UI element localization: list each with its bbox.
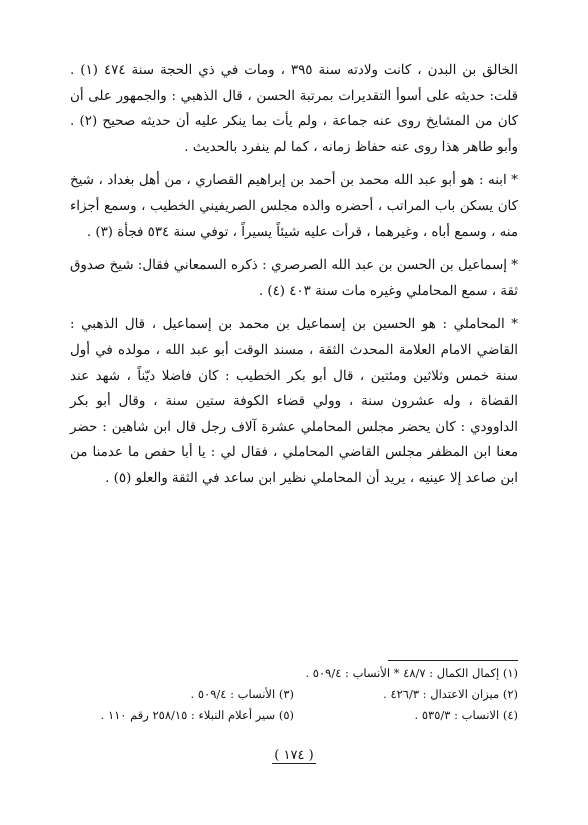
paragraph-1: الخالق بن البدن ، كانت ولادته سنة ٣٩٥ ، ومات في ذي الحجة سنة ٤٧٤ (١) . قلت: حديثه على أسوأ التقديرات بمرتبة الحسن ، قال الذهبي : والجمهور على أن كان من المشايخ روى عنه جماعة ، ولم يأت بما ينكر عليه أن حديثه صحيح (٢) . وأبو طاهر هذا روى عنه حفاظ زمانه ، كما لم ينفرد بالحديث . — [70, 63, 518, 155]
paragraph-3: * إسماعيل بن الحسن بن عبد الله الصرصري : ذكره السمعاني فقال: شيخ صدوق ثقة ، سمع المحاملي وغيره مات سنة ٤٠٣ (٤) . — [70, 258, 518, 299]
footnote-1: (١) إكمال الكمال : ٤٨/٧ * الأنساب : ٥٠٩/٤ . — [305, 666, 518, 680]
footnote-2: (٢) ميزان الاعتدال : ٤٢٦/٣ . — [383, 687, 518, 701]
footnote-row — [70, 684, 518, 705]
footnote-divider — [388, 660, 518, 661]
footnote-3: (٣) الأنساب : ٥٠٩/٤ . — [190, 687, 294, 701]
footnote-5: (٥) سير أعلام النبلاء : ٢٥٨/١٥ رقم ١١٠ . — [100, 708, 294, 722]
paragraph-2: * ابنه : هو أبو عبد الله محمد بن أحمد بن إبراهيم القصاري ، من أهل بغداد ، شيخ كان يسكن باب المراتب ، أحضره والده مجلس الصريفيني الخطيب ، وسمع أجزاء منه ، وسمع أباه ، وغيرهما ، قرأت عليه شيئاً يسيراً ، توفي سنة ٥٣٤ فجأة (٣) . — [70, 173, 518, 240]
footnote-row — [70, 663, 518, 684]
footnote-4: (٤) الانساب : ٥٣٥/٣ . — [414, 708, 518, 722]
main-text — [70, 58, 518, 492]
page-number — [0, 748, 588, 763]
page-number-label: ( ١٧٤ ) — [274, 748, 314, 763]
footnote-row — [70, 705, 518, 726]
footnotes — [70, 663, 518, 726]
paragraph-4: * المحاملي : هو الحسين بن إسماعيل بن محمد بن إسماعيل ، قال الذهبي : القاضي الامام العلامة المحدث الثقة ، مسند الوقت أبو عبد الله ، مولده في أول سنة خمس وثلاثين ومئتين ، قال أبو بكر الخطيب : كان فاضلا ديّناً ، شهد عند القضاة ، وله عشرون سنة ، وولي قضاء الكوفة ستين سنة ، وقال أبو بكر الداوودي : كان يحضر مجلس المحاملي عشرة آلاف رجل قال ابن شاهين : حضر معنا ابن المظفر مجلس القاضي المحاملي ، فقال لي : يا أبا حفص ما عدمنا من ابن صاعد إلا عينيه ، يريد أن المحاملي نظير ابن ساعد في الثقة والعلو (٥) . — [70, 317, 519, 486]
